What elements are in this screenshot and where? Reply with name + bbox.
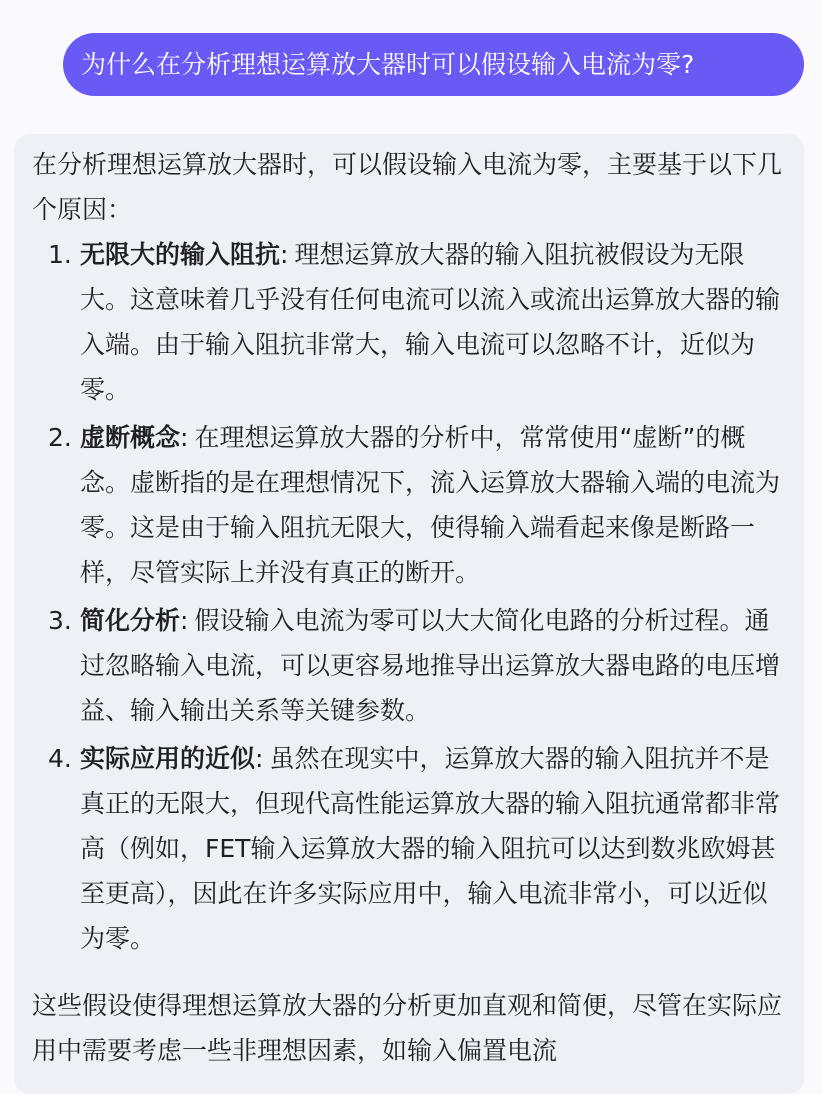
reason-title: 简化分析 [80,606,181,635]
list-number: 2. [48,423,72,452]
reason-title: 无限大的输入阻抗 [80,240,281,269]
assistant-closing: 这些假设使得理想运算放大器的分析更加直观和简便，尽管在实际应用中需要考虑一些非理想因素，如输入偏置电流 [32,991,783,1065]
list-number: 1. [48,240,72,269]
reason-title: 实际应用的近似 [80,744,256,773]
list-number: 4. [48,744,72,773]
reason-colon: : [255,744,264,773]
reason-body: 在理想运算放大器的分析中，常常使用“虚断”的概念。虚断指的是在理想情况下，流入运算放大器输入端的电流为零。这是由于输入阻抗无限大，使得输入端看起来像是断路一样，尽管实际上并没有真正的断开。 [80,423,781,587]
reason-title: 虚断概念 [80,423,181,452]
list-item [32,415,786,595]
reason-body: 假设输入电流为零可以大大简化电路的分析过程。通过忽略输入电流，可以更容易地推导出运算放大器电路的电压增益、输入输出关系等关键参数。 [80,606,781,725]
list-item [32,736,786,961]
user-message-text: 为什么在分析理想运算放大器时可以假设输入电流为零? [81,50,695,79]
reason-colon: : [180,423,189,452]
reason-colon: : [180,606,189,635]
list-number: 3. [48,606,72,635]
assistant-intro: 在分析理想运算放大器时，可以假设输入电流为零，主要基于以下几个原因： [32,150,783,224]
list-item [32,598,786,733]
reason-colon: : [280,240,289,269]
reason-list [32,232,786,961]
reason-body: 理想运算放大器的输入阻抗被假设为无限大。这意味着几乎没有任何电流可以流入或流出运算放大器的输入端。由于输入阻抗非常大，输入电流可以忽略不计，近似为零。 [80,240,781,404]
assistant-message-bubble [14,134,804,1094]
list-item [32,232,786,412]
reason-body: 虽然在现实中，运算放大器的输入阻抗并不是真正的无限大，但现代高性能运算放大器的输入阻抗通常都非常高（例如，FET输入运算放大器的输入阻抗可以达到数兆欧姆甚至更高），因此在许多实际应用中，输入电流非常小，可以近似为零。 [80,744,781,953]
user-message-bubble [63,33,804,96]
